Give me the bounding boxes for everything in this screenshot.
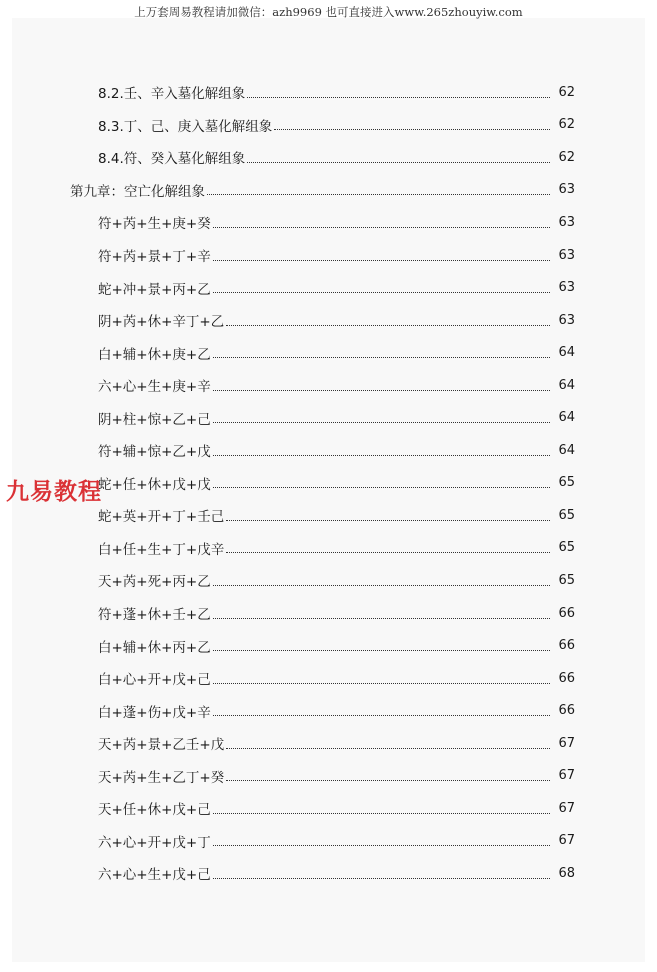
- toc-page-number: 65: [558, 572, 575, 588]
- toc-page-number: 65: [558, 540, 575, 556]
- toc-entry-6[interactable]: [0, 239, 657, 272]
- toc-entry-10[interactable]: [0, 369, 657, 402]
- toc-entry-16[interactable]: [0, 564, 657, 597]
- toc-entry-title: 符+辅+惊+乙+戊: [98, 444, 211, 461]
- toc-page-number: 63: [558, 214, 575, 230]
- toc-entry-22[interactable]: [0, 759, 657, 792]
- toc-entry-title: 蛇+英+开+丁+壬己: [98, 509, 225, 526]
- toc-entry-11[interactable]: [0, 401, 657, 434]
- toc-page-number: 66: [558, 703, 575, 719]
- toc-page-number: 64: [558, 442, 575, 458]
- toc-dot-leader: [213, 292, 550, 293]
- toc-entry-title: 白+辅+休+庚+乙: [98, 346, 211, 363]
- toc-dot-leader: [213, 487, 550, 488]
- toc-entry-24[interactable]: [0, 825, 657, 858]
- toc-entry-title: 8.3.丁、己、庚入墓化解组象: [98, 118, 273, 135]
- toc-entry-title: 六+心+开+戊+丁: [98, 834, 211, 851]
- toc-page-number: 66: [558, 670, 575, 686]
- toc-dot-leader: [213, 455, 550, 456]
- toc-page-number: 62: [558, 84, 575, 100]
- toc-page-number: 64: [558, 345, 575, 361]
- toc-entry-1[interactable]: [0, 76, 657, 109]
- toc-entry-title: 符+芮+生+庚+癸: [98, 216, 211, 233]
- toc-dot-leader: [226, 780, 550, 781]
- toc-entry-title: 8.4.符、癸入墓化解组象: [98, 151, 246, 168]
- toc-entry-23[interactable]: [0, 792, 657, 825]
- toc-entry-title: 天+任+休+戊+己: [98, 802, 211, 819]
- toc-entry-title: 白+蓬+伤+戊+辛: [98, 704, 211, 721]
- toc-entry-title: 天+芮+生+乙丁+癸: [98, 769, 225, 786]
- toc-dot-leader: [226, 520, 550, 521]
- toc-entry-title: 蛇+冲+景+丙+乙: [98, 281, 211, 298]
- toc-dot-leader: [226, 748, 550, 749]
- toc-page-number: 68: [558, 865, 575, 881]
- toc-dot-leader: [207, 194, 550, 195]
- toc-entry-15[interactable]: [0, 532, 657, 565]
- toc-entry-25[interactable]: [0, 857, 657, 890]
- toc-dot-leader: [247, 97, 550, 98]
- toc-entry-title: 第九章：空亡化解组象: [70, 183, 205, 200]
- toc-entry-4[interactable]: [0, 174, 657, 207]
- toc-dot-leader: [213, 260, 550, 261]
- toc-entry-title: 白+任+生+丁+戊辛: [98, 541, 225, 558]
- header-contact-note: 上万套周易教程请加微信：azh9969 也可直接进入www.265zhouyiw.com: [134, 5, 523, 19]
- toc-entry-18[interactable]: [0, 629, 657, 662]
- toc-page-number: 67: [558, 735, 575, 751]
- toc-dot-leader: [213, 845, 550, 846]
- toc-page-number: 63: [558, 247, 575, 263]
- watermark-logo: 九易教程: [6, 479, 102, 505]
- toc-entry-3[interactable]: [0, 141, 657, 174]
- toc-entry-title: 符+蓬+休+壬+乙: [98, 607, 211, 624]
- toc-dot-leader: [213, 715, 550, 716]
- toc-dot-leader: [213, 683, 550, 684]
- toc-dot-leader: [213, 390, 550, 391]
- toc-dot-leader: [213, 357, 550, 358]
- toc-page-number: 66: [558, 605, 575, 621]
- toc-dot-leader: [247, 162, 550, 163]
- toc-entry-21[interactable]: [0, 727, 657, 760]
- toc-dot-leader: [213, 650, 550, 651]
- toc-entry-title: 白+辅+休+丙+乙: [98, 639, 211, 656]
- toc-entry-7[interactable]: [0, 271, 657, 304]
- toc-entry-title: 蛇+任+休+戊+戊: [98, 476, 211, 493]
- toc-page-number: 64: [558, 377, 575, 393]
- toc-dot-leader: [213, 878, 550, 879]
- toc-entry-19[interactable]: [0, 662, 657, 695]
- toc-entry-title: 六+心+生+庚+辛: [98, 379, 211, 396]
- toc-entry-12[interactable]: [0, 434, 657, 467]
- toc-page-number: 63: [558, 312, 575, 328]
- toc-entry-title: 阴+柱+惊+乙+己: [98, 411, 211, 428]
- toc-dot-leader: [226, 325, 550, 326]
- toc-dot-leader: [213, 618, 550, 619]
- toc-dot-leader: [213, 227, 550, 228]
- toc-entry-20[interactable]: [0, 694, 657, 727]
- toc-page-number: 65: [558, 475, 575, 491]
- toc-entry-title: 8.2.壬、辛入墓化解组象: [98, 86, 246, 103]
- toc-dot-leader: [213, 585, 550, 586]
- toc-entry-title: 天+芮+死+丙+乙: [98, 574, 211, 591]
- toc-dot-leader: [274, 129, 550, 130]
- toc-page-number: 62: [558, 149, 575, 165]
- toc-page-number: 67: [558, 833, 575, 849]
- toc-page-number: 67: [558, 768, 575, 784]
- toc-entry-5[interactable]: [0, 206, 657, 239]
- toc-entry-9[interactable]: [0, 336, 657, 369]
- toc-page-number: 67: [558, 800, 575, 816]
- toc-entry-2[interactable]: [0, 109, 657, 142]
- toc-page-number: 66: [558, 638, 575, 654]
- toc-page-number: 65: [558, 507, 575, 523]
- toc-dot-leader: [213, 422, 550, 423]
- toc-page-number: 62: [558, 117, 575, 133]
- toc-entry-title: 天+芮+景+乙壬+戊: [98, 737, 225, 754]
- toc-page-number: 64: [558, 410, 575, 426]
- toc-entry-title: 六+心+生+戊+己: [98, 867, 211, 884]
- toc-entry-8[interactable]: [0, 304, 657, 337]
- toc-dot-leader: [213, 813, 550, 814]
- toc-page-number: 63: [558, 182, 575, 198]
- toc-entry-17[interactable]: [0, 597, 657, 630]
- toc-entry-title: 阴+芮+休+辛丁+乙: [98, 314, 225, 331]
- toc-dot-leader: [226, 552, 550, 553]
- toc-entry-title: 白+心+开+戊+己: [98, 672, 211, 689]
- toc-entry-title: 符+芮+景+丁+辛: [98, 249, 211, 265]
- toc-page-number: 63: [558, 280, 575, 296]
